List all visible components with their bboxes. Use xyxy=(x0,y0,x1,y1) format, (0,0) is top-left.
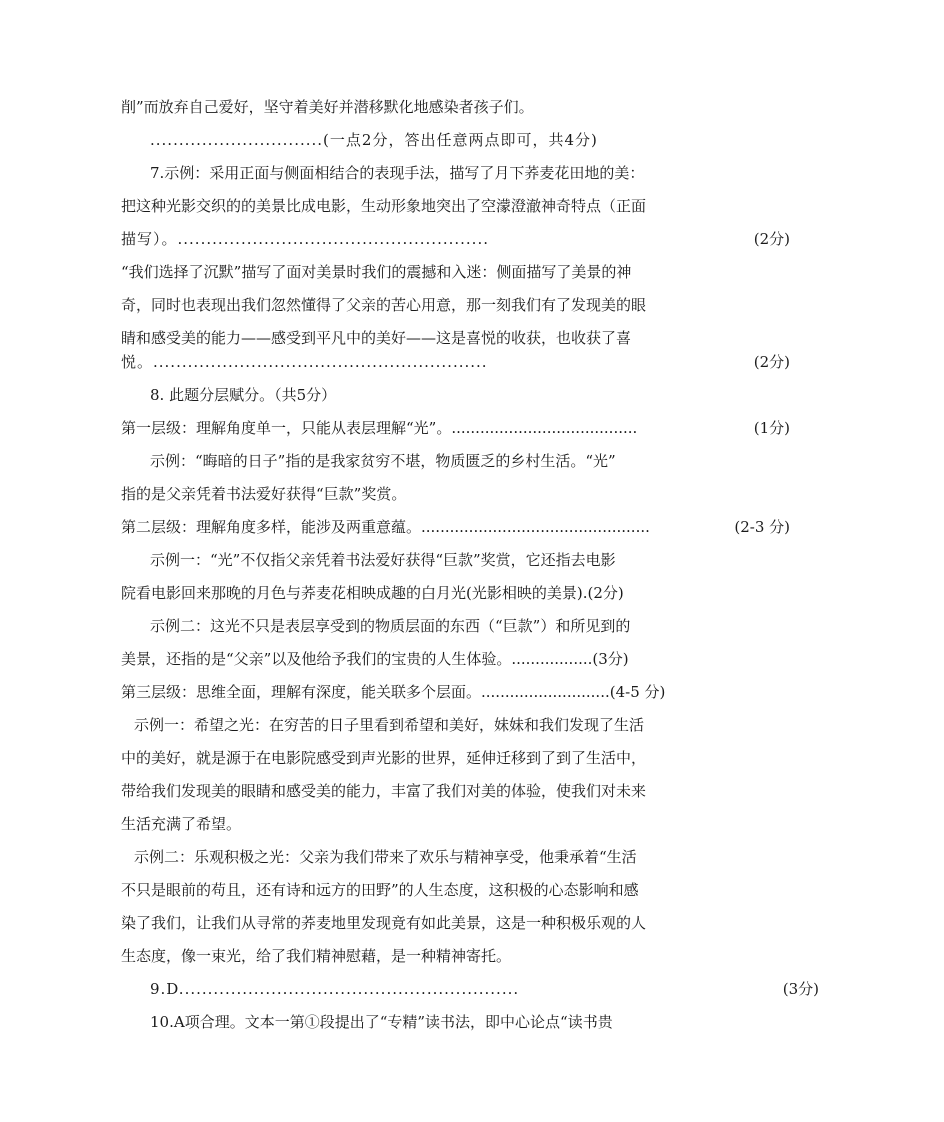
text-content: 第一层级：理解角度单一，只能从表层理解“光”。....................................... xyxy=(121,419,638,437)
text-line: ..............................(一点2分，答出任意两点即可，共4分) xyxy=(150,131,598,149)
score-label: (2分) xyxy=(753,230,790,248)
text-line: 奇，同时也表现出我们忽然懂得了父亲的苦心用意，那一刻我们有了发现美的眼 xyxy=(121,296,647,314)
text-line: 8. 此题分层赋分。（共5分） xyxy=(150,386,337,404)
text-line: “我们选择了沉默”描写了面对美景时我们的震撼和入迷：侧面描写了美景的神 xyxy=(121,263,632,281)
text-line: 生活充满了希望。 xyxy=(121,815,242,833)
text-content: 悦。.......................................................... xyxy=(121,353,488,371)
text-content: 9.D........................................................... xyxy=(150,980,520,998)
text-line: 第三层级：思维全面，理解有深度，能关联多个层面。...........................(4-5 分) xyxy=(121,683,666,701)
text-line: 中的美好，就是源于在电影院感受到声光影的世界，延伸迁移到了到了生活中， xyxy=(121,749,647,767)
score-label: (3分) xyxy=(782,980,819,998)
text-line: 睛和感受美的能力——感受到平凡中的美好——这是喜悦的收获，也收获了喜 xyxy=(121,329,632,347)
text-line: 10.A项合理。文本一第①段提出了“专精”读书法，即中心论点“读书贵 xyxy=(150,1013,613,1031)
score-label: (1分) xyxy=(753,419,790,437)
text-line xyxy=(0,517,915,537)
text-line: 美景，还指的是“父亲”以及他给予我们的宝贵的人生体验。.................(3分) xyxy=(121,650,629,668)
text-line: 生态度，像一束光，给了我们精神慰藉，是一种精神寄托。 xyxy=(121,947,512,965)
text-content: 描写）。...................................................... xyxy=(121,230,489,248)
text-line xyxy=(0,418,915,438)
text-line: 示例二：这光不只是表层享受到的物质层面的东西（“巨款”）和所见到的 xyxy=(150,617,631,635)
text-line: 指的是父亲凭着书法爱好获得“巨款”奖赏。 xyxy=(121,485,407,503)
text-line: 院看电影回来那晚的月色与荞麦花相映成趣的白月光(光影相映的美景).(2分) xyxy=(121,584,624,602)
text-line: 带给我们发现美的眼睛和感受美的能力，丰富了我们对美的体验，使我们对未来 xyxy=(121,782,647,800)
text-content: 第二层级：理解角度多样，能涉及两重意蕴。................................................ xyxy=(121,518,650,536)
text-line: 削”而放弃自己爱好，坚守着美好并潜移默化地感染者孩子们。 xyxy=(121,98,534,116)
text-line: 染了我们，让我们从寻常的荞麦地里发现竟有如此美景，这是一种积极乐观的人 xyxy=(121,914,647,932)
score-label: (2-3 分) xyxy=(734,518,790,536)
text-line: 示例二：乐观积极之光：父亲为我们带来了欢乐与精神享受，他秉承着“生活 xyxy=(134,848,637,866)
text-line: 示例：“晦暗的日子”指的是我家贫穷不堪，物质匮乏的乡村生活。“光” xyxy=(150,452,616,470)
text-line: 7.示例：采用正面与侧面相结合的表现手法，描写了月下荞麦花田地的美： xyxy=(150,164,645,182)
text-line: 示例一：希望之光：在穷苦的日子里看到希望和美好，妹妹和我们发现了生活 xyxy=(134,716,645,734)
text-line: 把这种光影交织的的美景比成电影，生动形象地突出了空濛澄澈神奇特点（正面 xyxy=(121,197,647,215)
text-line: 不只是眼前的苟且，还有诗和远方的田野”的人生态度，这积极的心态影响和感 xyxy=(121,881,639,899)
text-line xyxy=(0,352,915,372)
text-line xyxy=(0,229,915,249)
score-label: (2分) xyxy=(753,353,790,371)
text-line xyxy=(0,979,944,999)
text-line: 示例一：“光”不仅指父亲凭着书法爱好获得“巨款”奖赏，它还指去电影 xyxy=(150,551,616,569)
